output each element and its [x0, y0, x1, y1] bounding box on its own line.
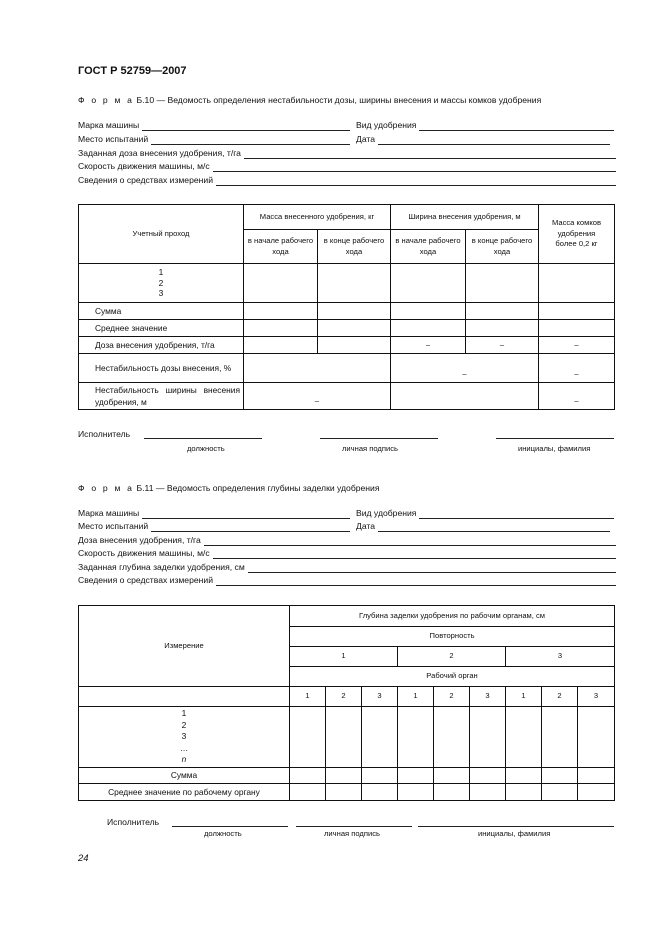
data-cell[interactable]	[470, 707, 506, 768]
data-cell[interactable]	[244, 354, 391, 383]
organ-number: 1	[290, 687, 326, 707]
executor-label: Исполнитель	[107, 817, 160, 827]
data-cell[interactable]	[318, 264, 391, 303]
row-dose-label: Доза внесения удобрения, т/га	[79, 337, 244, 354]
organ-number: 3	[578, 687, 615, 707]
row-mean-label: Среднее значение	[79, 320, 244, 337]
form-title-text: Б.11 — Ведомость определения глубины заделки удобрения	[134, 483, 380, 493]
data-cell[interactable]	[318, 303, 391, 320]
data-cell[interactable]	[318, 337, 391, 354]
data-cell[interactable]	[362, 768, 398, 784]
data-cell[interactable]	[466, 320, 539, 337]
data-cell[interactable]	[326, 768, 362, 784]
dash-cell: –	[391, 354, 539, 383]
data-cell[interactable]	[326, 707, 362, 768]
data-cell[interactable]	[290, 784, 326, 801]
row-width-instability-label: Нестабильность ширины внесения удобрения, м	[79, 383, 244, 410]
fill-line[interactable]	[378, 135, 610, 145]
fill-line[interactable]	[244, 149, 616, 159]
organ-number: 1	[506, 687, 542, 707]
caption-sign: личная подпись	[342, 444, 398, 453]
machine-field[interactable]	[78, 119, 350, 131]
field-label: Заданная доза внесения удобрения, т/га	[78, 148, 241, 158]
measure-number: 2	[181, 719, 187, 730]
data-cell[interactable]	[539, 264, 615, 303]
field-label: Место испытаний	[78, 521, 149, 531]
fill-line[interactable]	[151, 135, 350, 145]
fill-line[interactable]	[378, 522, 610, 532]
data-cell[interactable]	[391, 383, 539, 410]
field-label: Марка машины	[78, 508, 140, 518]
form-b11-table	[78, 605, 615, 801]
data-cell[interactable]	[542, 768, 578, 784]
field-label: Скорость движения машины, м/с	[78, 161, 210, 171]
signature-line-name[interactable]	[496, 438, 614, 439]
fill-line[interactable]	[151, 522, 350, 532]
row-sum-label: Сумма	[79, 303, 244, 320]
dash-cell: –	[244, 383, 391, 410]
fill-line[interactable]	[204, 536, 616, 546]
fill-line[interactable]	[248, 563, 616, 573]
dash-cell: –	[466, 337, 539, 354]
form-title-text: Б.10 — Ведомость определения нестабильности дозы, ширины внесения и массы комков удобрения	[134, 95, 542, 105]
organ-number: 2	[542, 687, 578, 707]
caption-position: должность	[187, 444, 225, 453]
dose-field[interactable]	[78, 534, 616, 546]
data-cell[interactable]	[398, 707, 434, 768]
test-place-field[interactable]	[78, 133, 350, 145]
row-dose-instability-label: Нестабильность дозы внесения, %	[79, 354, 244, 383]
signature-line-sign[interactable]	[320, 438, 438, 439]
data-cell[interactable]	[434, 707, 470, 768]
signature-line-name[interactable]	[418, 826, 614, 827]
signature-line-position[interactable]	[144, 438, 262, 439]
field-label: Скорость движения машины, м/с	[78, 548, 210, 558]
field-label: Сведения о средствах измерений	[78, 175, 213, 185]
dose-field[interactable]	[78, 147, 616, 159]
organ-number: 2	[326, 687, 362, 707]
data-cell[interactable]	[542, 707, 578, 768]
data-cell[interactable]	[398, 768, 434, 784]
caption-name: инициалы, фамилия	[518, 444, 591, 453]
data-cell[interactable]	[362, 707, 398, 768]
measure-number-n: n	[181, 754, 187, 765]
data-cell[interactable]	[244, 337, 318, 354]
instruments-field[interactable]	[78, 174, 616, 186]
organ-number: 1	[398, 687, 434, 707]
measure-number: 1	[181, 708, 187, 719]
organ-number: 3	[362, 687, 398, 707]
data-cell[interactable]	[290, 768, 326, 784]
data-cell[interactable]	[542, 784, 578, 801]
fert-type-field[interactable]	[356, 507, 614, 519]
header-pass: Учетный проход	[79, 205, 244, 264]
data-cell[interactable]	[506, 707, 542, 768]
header-mass-start: в начале рабочего хода	[244, 230, 318, 264]
header-blank	[79, 687, 290, 707]
data-cell[interactable]	[434, 768, 470, 784]
measure-number: 3	[181, 731, 187, 742]
field-label: Место испытаний	[78, 134, 149, 144]
date-field[interactable]	[356, 520, 610, 532]
signature-line-position[interactable]	[172, 826, 288, 827]
form-b11-title	[78, 483, 380, 493]
field-label: Дата	[356, 134, 376, 144]
repeat-number: 1	[290, 647, 398, 667]
field-label: Марка машины	[78, 120, 140, 130]
data-cell[interactable]	[244, 320, 318, 337]
row-sum-label: Сумма	[79, 768, 290, 784]
data-cell[interactable]	[539, 303, 615, 320]
page-number: 24	[78, 853, 89, 864]
fert-type-field[interactable]	[356, 119, 614, 131]
measure-numbers-cell	[79, 707, 290, 768]
form-b10-title	[78, 95, 541, 105]
data-cell[interactable]	[244, 264, 318, 303]
fill-line[interactable]	[216, 176, 616, 186]
field-label: Доза внесения удобрения, т/га	[78, 535, 201, 545]
test-place-field[interactable]	[78, 520, 350, 532]
header-width-end: в конце рабочего хода	[466, 230, 539, 264]
data-cell[interactable]	[466, 264, 539, 303]
data-cell[interactable]	[470, 784, 506, 801]
repeat-number: 2	[398, 647, 506, 667]
data-cell[interactable]	[391, 303, 466, 320]
data-cell[interactable]	[318, 320, 391, 337]
depth-field[interactable]	[78, 561, 616, 573]
machine-field[interactable]	[78, 507, 350, 519]
fill-line[interactable]	[142, 121, 350, 131]
instruments-field[interactable]	[78, 574, 616, 586]
header-repeat: Повторность	[290, 627, 615, 647]
data-cell[interactable]	[578, 784, 615, 801]
field-label: Дата	[356, 521, 376, 531]
header-mass-end: в конце рабочего хода	[318, 230, 391, 264]
header-mass: Масса внесенного удобрения, кг	[244, 205, 391, 230]
header-width: Ширина внесения удобрения, м	[391, 205, 539, 230]
date-field[interactable]	[356, 133, 610, 145]
header-width-start: в начале рабочего хода	[391, 230, 466, 264]
pass-number: 1	[158, 267, 164, 278]
pass-numbers-cell	[79, 264, 244, 303]
document-header: ГОСТ Р 52759—2007	[78, 65, 187, 77]
fill-line[interactable]	[213, 549, 616, 559]
caption-sign: личная подпись	[324, 829, 380, 838]
data-cell[interactable]	[362, 784, 398, 801]
measure-number: …	[179, 742, 189, 753]
speed-field[interactable]	[78, 547, 616, 559]
data-cell[interactable]	[326, 784, 362, 801]
form-label: Ф о р м а	[78, 95, 135, 105]
field-label: Вид удобрения	[356, 120, 417, 130]
data-cell[interactable]	[434, 784, 470, 801]
data-cell[interactable]	[398, 784, 434, 801]
dash-cell: –	[539, 337, 615, 354]
header-lumps: Масса комков удобрения более 0,2 кг	[539, 205, 615, 264]
dash-cell: –	[539, 383, 615, 410]
repeat-number: 3	[506, 647, 615, 667]
field-label: Сведения о средствах измерений	[78, 575, 213, 585]
data-cell[interactable]	[578, 768, 615, 784]
form-b10-table	[78, 204, 615, 410]
data-cell[interactable]	[539, 320, 615, 337]
field-label: Вид удобрения	[356, 508, 417, 518]
executor-label: Исполнитель	[78, 429, 131, 439]
data-cell[interactable]	[290, 707, 326, 768]
caption-position: должность	[204, 829, 242, 838]
data-cell[interactable]	[391, 320, 466, 337]
data-cell[interactable]	[391, 264, 466, 303]
form-label: Ф о р м а	[78, 483, 135, 493]
data-cell[interactable]	[578, 707, 615, 768]
row-mean-label: Среднее значение по рабочему органу	[79, 784, 290, 801]
header-measure: Измерение	[79, 606, 290, 687]
header-organ: Рабочий орган	[290, 667, 615, 687]
fill-line[interactable]	[213, 162, 616, 172]
fill-line[interactable]	[419, 509, 614, 519]
data-cell[interactable]	[506, 784, 542, 801]
pass-number: 3	[158, 288, 164, 299]
data-cell[interactable]	[470, 768, 506, 784]
field-label: Заданная глубина заделки удобрения, см	[78, 562, 245, 572]
pass-number: 2	[158, 277, 164, 288]
data-cell[interactable]	[506, 768, 542, 784]
fill-line[interactable]	[216, 576, 616, 586]
signature-line-sign[interactable]	[296, 826, 412, 827]
dash-cell: –	[539, 354, 615, 383]
organ-number: 2	[434, 687, 470, 707]
header-depth: Глубина заделки удобрения по рабочим органам, см	[290, 606, 615, 627]
data-cell[interactable]	[466, 303, 539, 320]
dash-cell: –	[391, 337, 466, 354]
fill-line[interactable]	[419, 121, 614, 131]
data-cell[interactable]	[244, 303, 318, 320]
caption-name: инициалы, фамилия	[478, 829, 551, 838]
organ-number: 3	[470, 687, 506, 707]
speed-field[interactable]	[78, 160, 616, 172]
fill-line[interactable]	[142, 509, 350, 519]
